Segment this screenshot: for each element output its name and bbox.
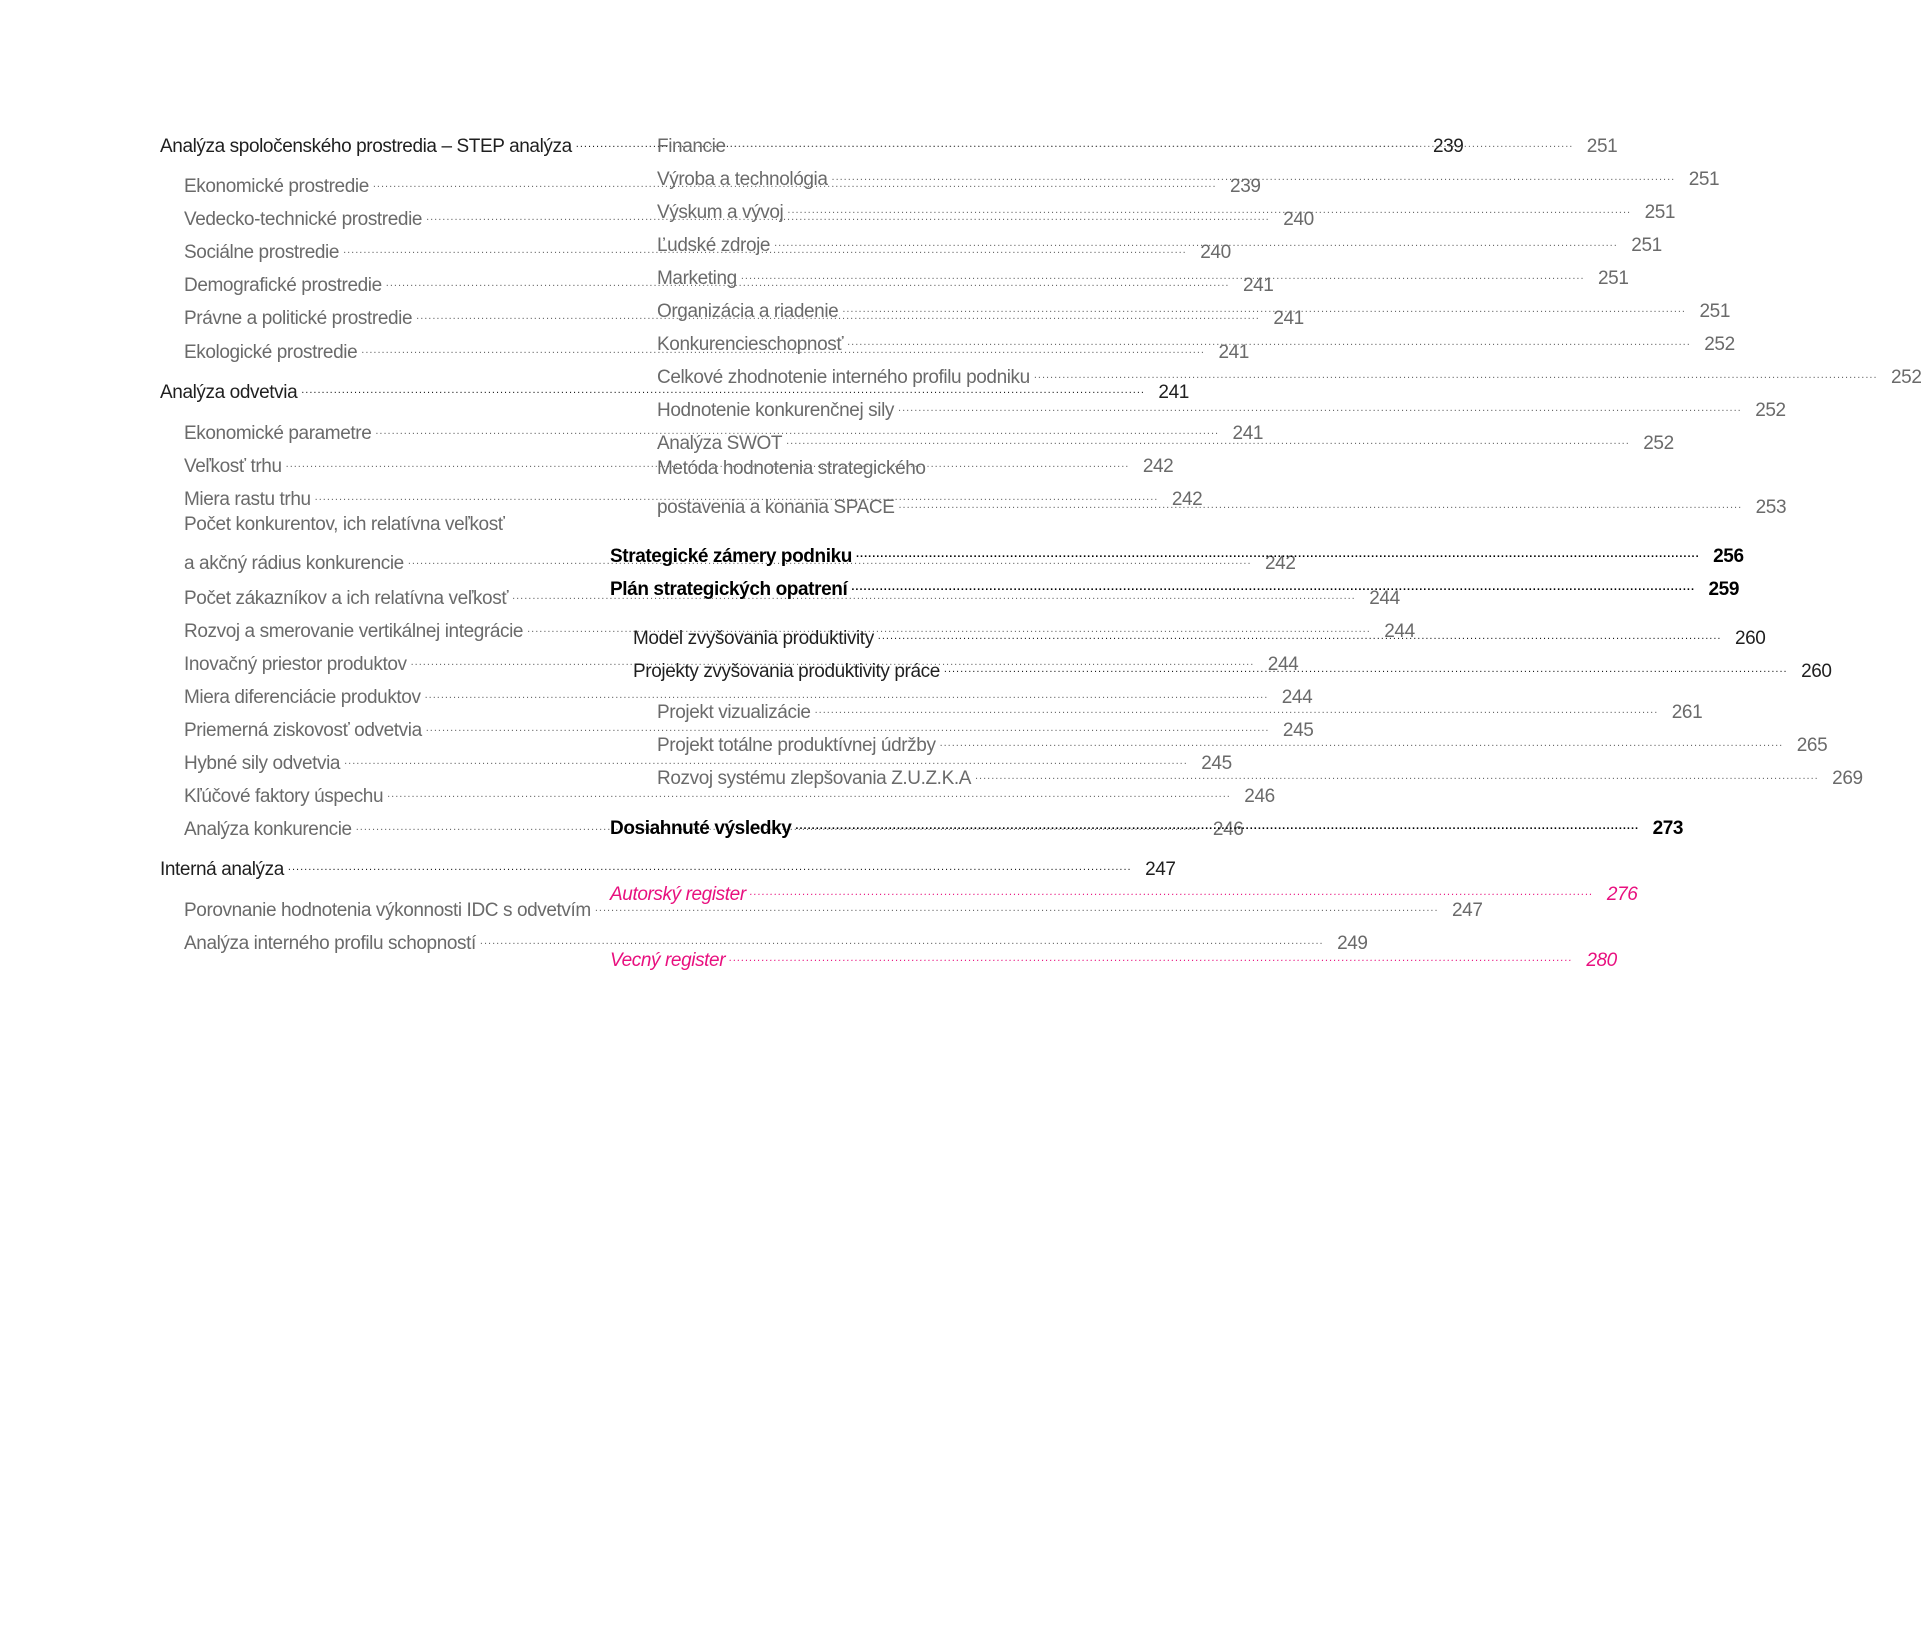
toc-entry-title: Dosiahnuté výsledky xyxy=(610,818,792,839)
toc-entry[interactable] xyxy=(610,359,1922,389)
toc-leader xyxy=(730,131,1574,155)
toc-leader xyxy=(750,879,1594,903)
toc-leader xyxy=(774,230,1618,254)
toc-leader xyxy=(795,813,1639,837)
toc-entry-page: 247 xyxy=(1145,859,1176,880)
toc-entry-title: Ekologické prostredie xyxy=(184,342,358,363)
toc-leader xyxy=(842,296,1686,320)
toc-entry-page: 246 xyxy=(1244,786,1275,807)
toc-entry[interactable] xyxy=(160,925,1368,955)
toc-entry-title: Výroba a technológia xyxy=(657,169,828,190)
toc-entry-title-line1: Počet konkurentov, ich relatívna veľkosť xyxy=(184,514,505,535)
toc-entry-page: 244 xyxy=(1281,687,1313,708)
toc-entry-title: Projekt vizualizácie xyxy=(657,702,811,723)
toc-entry-title: Analýza SWOT xyxy=(657,433,783,454)
toc-entry-title-line2: a akčný rádius konkurencie xyxy=(184,553,404,574)
toc-leader xyxy=(975,763,1819,787)
toc-entry-title: Projekty zvyšovania produktivity práce xyxy=(633,661,940,682)
toc-entry-title: Model zvyšovania produktivity xyxy=(633,628,874,649)
toc-entry-page: 241 xyxy=(1218,342,1249,363)
toc-entry-title: Analýza interného profilu schopností xyxy=(184,933,476,954)
toc-entry-page: 256 xyxy=(1713,546,1744,567)
toc-entry-title: Konkurencieschopnosť xyxy=(657,334,844,355)
toc-entry-page: 242 xyxy=(1265,553,1296,574)
toc-entry-page: 249 xyxy=(1337,933,1368,954)
toc-entry-title: Miera diferenciácie produktov xyxy=(184,687,421,708)
toc-entry-title: Ľudské zdroje xyxy=(657,235,771,256)
toc-entry-title: Interná analýza xyxy=(160,859,284,880)
toc-entry-title: Marketing xyxy=(657,268,737,289)
toc-entry-title: Analýza spoločenského prostredia – STEP analýza xyxy=(160,136,572,157)
toc-entry-page: 259 xyxy=(1708,579,1740,600)
toc-entry-page: 239 xyxy=(1230,176,1261,197)
toc-entry-title: Autorský register xyxy=(610,884,746,905)
toc-entry-title: Miera rastu trhu xyxy=(184,489,311,510)
toc-entry-page: 244 xyxy=(1384,621,1415,642)
toc-entry-title: Rozvoj systému zlepšovania Z.U.Z.K.A xyxy=(657,768,971,789)
toc-leader xyxy=(898,492,1742,516)
toc-entry-page: 251 xyxy=(1598,268,1629,289)
toc-entry-title: Demografické prostredie xyxy=(184,275,382,296)
toc-entry-page: 247 xyxy=(1452,900,1483,921)
toc-entry-title: Právne a politické prostredie xyxy=(184,308,413,329)
toc-entry-page: 240 xyxy=(1200,242,1231,263)
toc-entry-title: Analýza konkurencie xyxy=(184,819,352,840)
toc-leader xyxy=(851,574,1695,598)
toc-entry-page: 241 xyxy=(1273,308,1304,329)
toc-entry-page: 241 xyxy=(1158,382,1189,403)
toc-entry-page: 260 xyxy=(1734,628,1766,649)
toc-entry-title: Strategické zámery podniku xyxy=(610,546,852,567)
toc-entry[interactable] xyxy=(160,679,1313,709)
toc-leader xyxy=(787,197,1631,221)
toc-entry-page: 251 xyxy=(1688,169,1720,190)
toc-entry-page: 245 xyxy=(1282,720,1314,741)
toc-entry-title: Počet zákazníkov a ich relatívna veľkosť xyxy=(184,588,509,609)
toc-entry-page: 260 xyxy=(1801,661,1832,682)
toc-entry-page: 241 xyxy=(1232,423,1264,444)
toc-entry-title: Financie xyxy=(657,136,726,157)
toc-entry-page: 252 xyxy=(1891,367,1922,388)
toc-entry-page: 280 xyxy=(1586,950,1617,971)
toc-entry-page: 242 xyxy=(1142,456,1174,477)
toc-entry-title: Ekonomické prostredie xyxy=(184,176,369,197)
toc-leader xyxy=(786,428,1630,452)
toc-entry-title: Rozvoj a smerovanie vertikálnej integrácie xyxy=(184,621,524,642)
toc-entry-page: 261 xyxy=(1671,702,1703,723)
toc-leader xyxy=(944,656,1788,680)
toc-entry-title: Veľkosť trhu xyxy=(184,456,282,477)
toc-entry-title: Hybné sily odvetvia xyxy=(184,753,341,774)
toc-leader xyxy=(1034,362,1878,386)
toc-entry-title: Priemerná ziskovosť odvetvia xyxy=(184,720,422,741)
toc-entry-page: 252 xyxy=(1755,400,1786,421)
toc-entry-title: Ekonomické parametre xyxy=(184,423,372,444)
toc-leader xyxy=(832,164,1676,188)
toc-leader xyxy=(729,945,1573,969)
toc-entry-page: 245 xyxy=(1201,753,1232,774)
toc-entry-page: 252 xyxy=(1643,433,1674,454)
toc-entry-title: Porovnanie hodnotenia výkonnosti IDC s odvetvím xyxy=(184,900,591,921)
toc-entry-page: 251 xyxy=(1631,235,1662,256)
toc-leader xyxy=(288,854,1132,878)
toc-entry-title: Celkové zhodnotenie interného profilu podniku xyxy=(657,367,1030,388)
toc-entry-title: Kľúčové faktory úspechu xyxy=(184,786,384,807)
toc-entry-page: 239 xyxy=(1432,136,1464,157)
toc-entry-page: 241 xyxy=(1242,275,1274,296)
toc-leader xyxy=(878,623,1722,647)
toc-entry-title: Hodnotenie konkurenčnej sily xyxy=(657,400,895,421)
toc-entry-title-line1: Metóda hodnotenia strategického xyxy=(657,458,926,479)
toc-entry-page: 251 xyxy=(1586,136,1618,157)
toc-entry-page: 265 xyxy=(1796,735,1828,756)
toc-entry[interactable] xyxy=(160,851,1176,881)
toc-entry-page: 246 xyxy=(1212,819,1244,840)
toc-entry-title: Vedecko-technické prostredie xyxy=(184,209,423,230)
toc-entry-title-line2: postavenia a konania SPACE xyxy=(657,497,895,518)
toc-entry-page: 253 xyxy=(1755,497,1787,518)
toc-leader xyxy=(856,541,1700,565)
toc-entry-page: 252 xyxy=(1704,334,1735,355)
toc-entry-page: 242 xyxy=(1171,489,1203,510)
toc-entry-page: 251 xyxy=(1699,301,1730,322)
toc-entry-title: Výskum a vývoj xyxy=(657,202,784,223)
toc-entry-title: Projekt totálne produktívnej údržby xyxy=(657,735,936,756)
toc-leader xyxy=(847,329,1691,353)
toc-entry-title: Organizácia a riadenie xyxy=(657,301,839,322)
toc-entry-author-index[interactable] xyxy=(610,876,1638,906)
toc-leader xyxy=(815,697,1659,721)
toc-entry-title: Analýza odvetvia xyxy=(160,382,298,403)
toc-entry-page: 244 xyxy=(1267,654,1299,675)
toc-leader xyxy=(741,263,1585,287)
toc-leader xyxy=(898,395,1742,419)
toc-entry-title: Plán strategických opatrení xyxy=(610,579,848,600)
toc-entry-title: Vecný register xyxy=(610,950,726,971)
toc-entry-page: 240 xyxy=(1283,209,1314,230)
toc-entry-title: Sociálne prostredie xyxy=(184,242,340,263)
toc-entry-title: Inovačný priestor produktov xyxy=(184,654,407,675)
toc-entry-page: 276 xyxy=(1606,884,1638,905)
toc-leader xyxy=(940,730,1784,754)
toc-entry-page: 269 xyxy=(1832,768,1863,789)
toc-entry-page: 244 xyxy=(1369,588,1400,609)
toc-entry-page: 251 xyxy=(1644,202,1676,223)
toc-entry-page: 273 xyxy=(1652,818,1684,839)
